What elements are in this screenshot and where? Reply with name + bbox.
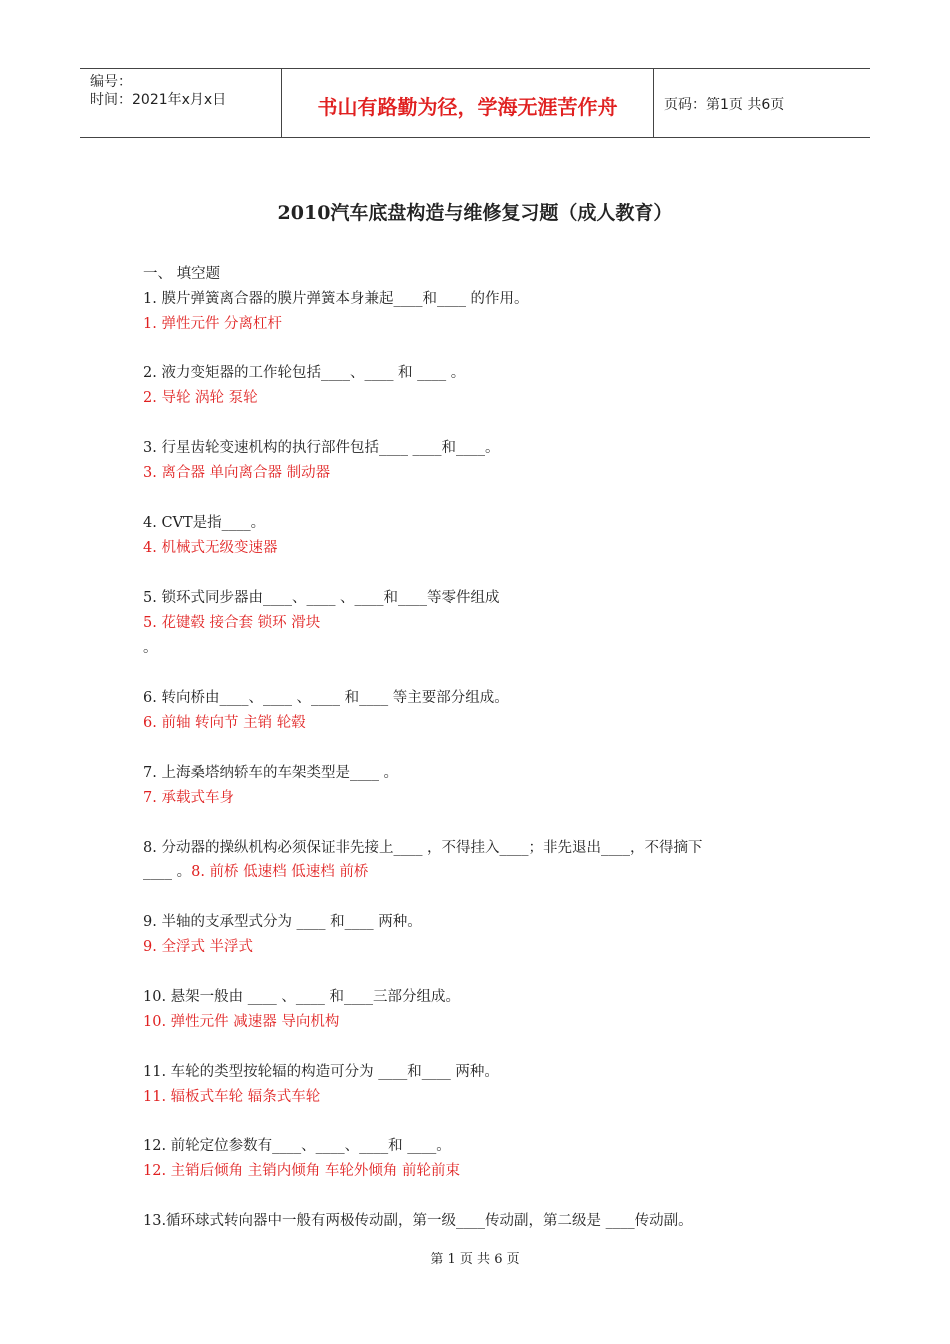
line-text: 12. 主销后倾角 主销内倾角 车轮外倾角 前轮前束 <box>143 1163 460 1179</box>
line-text: 11. 辐板式车轮 辐条式车轮 <box>143 1089 321 1105</box>
line-text: 10. 弹性元件 减速器 导向机构 <box>143 1014 340 1030</box>
answer-line <box>143 1085 320 1106</box>
line-text: ____ 。 <box>143 864 192 880</box>
question-line <box>143 262 220 283</box>
answer-line <box>143 386 258 407</box>
motto: 书山有路勤为径，学海无涯苦作舟 <box>317 95 618 119</box>
line-text: 3. 行星齿轮变速机构的执行部件包括____ ____和____。 <box>143 440 500 456</box>
line-text: 4. CVT是指____。 <box>143 515 266 531</box>
line-text: 10. 悬架一般由 ____ 、____ 和____三部分组成。 <box>143 989 460 1005</box>
line-text: 2. 导轮 涡轮 泵轮 <box>143 390 258 406</box>
header-motto-cell <box>282 69 654 137</box>
question-line <box>143 1134 451 1155</box>
question-line <box>143 287 529 308</box>
question-line <box>143 985 460 1006</box>
question-line <box>143 1209 693 1230</box>
line-text: 一、 填空题 <box>143 266 221 282</box>
question-line <box>143 761 398 782</box>
line-text: 。 <box>143 640 158 656</box>
line-text: 1. 弹性元件 分离杠杆 <box>143 316 283 332</box>
question-line <box>143 836 703 857</box>
line-text: 5. 锁环式同步器由____、____ 、____和____等零件组成 <box>143 590 500 606</box>
answer-line <box>143 536 277 557</box>
line-text: 3. 离合器 单向离合器 制动器 <box>143 465 331 481</box>
answer-line <box>143 461 330 482</box>
answer-line <box>143 1010 339 1031</box>
line-text: 11. 车轮的类型按轮辐的构造可分为 ____和____ 两种。 <box>143 1064 499 1080</box>
time-label: 时间：2021年x月x日 <box>90 92 227 108</box>
line-text: 6. 转向桥由____、____ 、____ 和____ 等主要部分组成。 <box>143 690 509 706</box>
question-line <box>143 860 368 881</box>
line-text: 9. 全浮式 半浮式 <box>143 939 254 955</box>
question-line <box>143 910 422 931</box>
answer-line <box>143 312 282 333</box>
page-footer: 第 1 页 共 6 页 <box>430 1252 520 1267</box>
line-text: 6. 前轴 转向节 主销 轮毂 <box>143 715 306 731</box>
line-text: 13.循环球式转向器中一般有两极传动副，第一级____传动副，第二级是 ____传动副。 <box>143 1213 693 1229</box>
line-text: 5. 花键毂 接合套 锁环 滑块 <box>143 615 321 631</box>
line-text: 7. 上海桑塔纳轿车的车架类型是____ 。 <box>143 765 399 781</box>
answer-line <box>143 786 234 807</box>
page-number: 页码：第1页 共6页 <box>664 97 785 113</box>
question-line <box>143 511 265 532</box>
answer-line <box>143 711 306 732</box>
answer-line <box>143 935 253 956</box>
answer-line <box>143 611 320 632</box>
question-line <box>143 636 158 657</box>
header-page-cell <box>654 69 870 137</box>
line-text: 8. 分动器的操纵机构必须保证非先接上____ ，不得挂入____；非先退出____，不得摘下 <box>143 840 703 856</box>
document-title: 2010汽车底盘构造与维修复习题（成人教育） <box>277 202 673 224</box>
question-line <box>143 1060 499 1081</box>
line-text: 7. 承载式车身 <box>143 790 234 806</box>
line-text: 4. 机械式无级变速器 <box>143 540 278 556</box>
number-label: 编号： <box>90 74 132 90</box>
line-text: 9. 半轴的支承型式分为 ____ 和____ 两种。 <box>143 914 422 930</box>
line-text: 12. 前轮定位参数有____、____、____和 ____。 <box>143 1138 451 1154</box>
question-line <box>143 361 465 382</box>
question-line <box>143 586 500 607</box>
header-table <box>80 68 870 138</box>
line-text: 2. 液力变矩器的工作轮包括____、____ 和 ____ 。 <box>143 365 466 381</box>
question-line <box>143 686 509 707</box>
line-text: 1. 膜片弹簧离合器的膜片弹簧本身兼起____和____ 的作用。 <box>143 291 529 307</box>
header-meta-cell <box>80 69 282 137</box>
answer-inline: 8. 前桥 低速档 低速档 前桥 <box>191 864 369 880</box>
answer-line <box>143 1159 460 1180</box>
question-line <box>143 436 500 457</box>
